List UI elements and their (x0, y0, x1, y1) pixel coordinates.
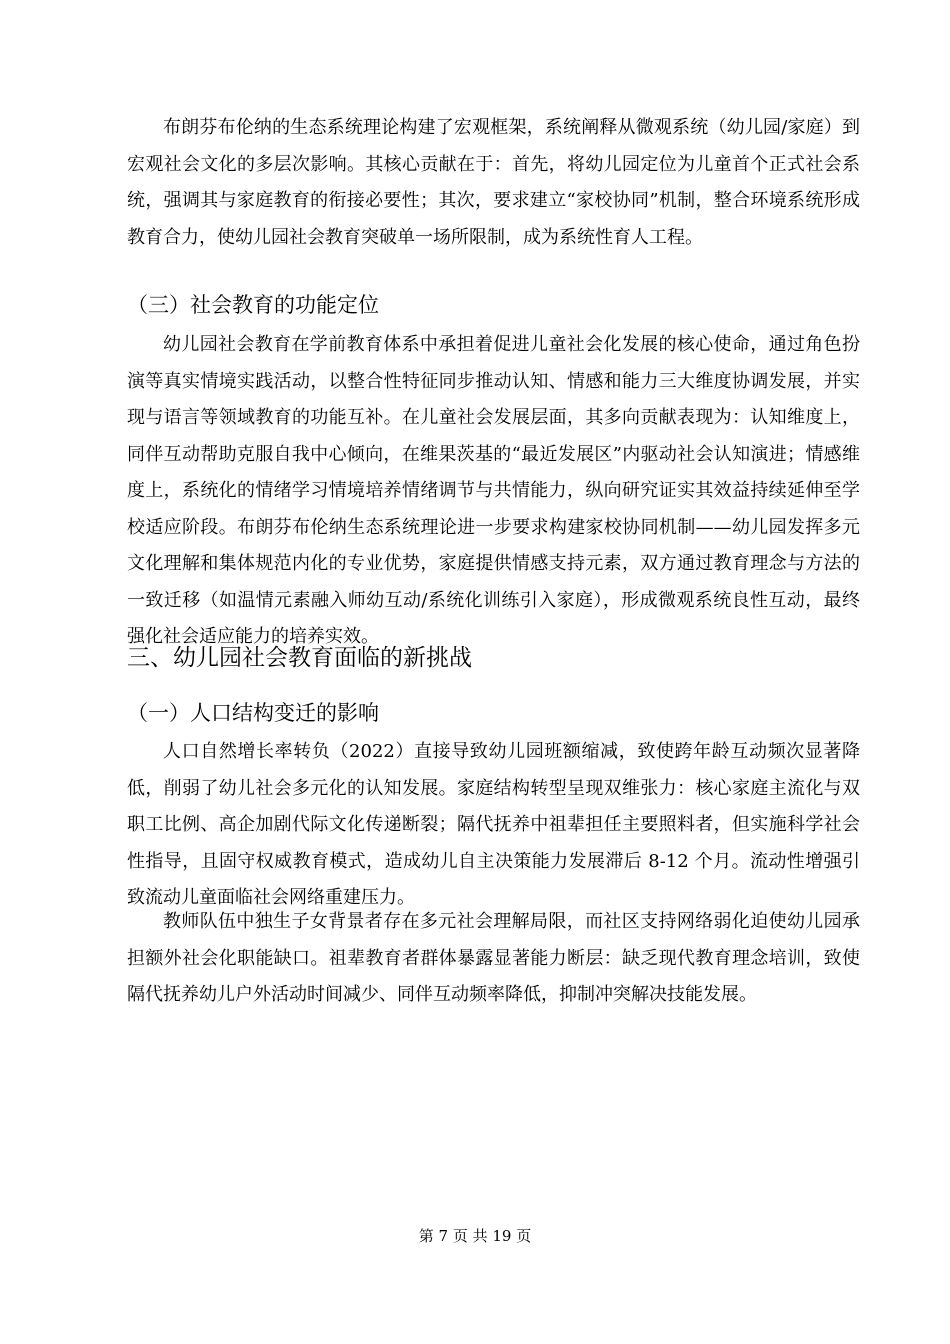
section-heading-new-challenges: 三、幼儿园社会教育面临的新挑战 (127, 645, 472, 671)
page-number-footer: 第 7 页 共 19 页 (418, 1227, 532, 1245)
subsection-heading-function: （三）社会教育的功能定位 (127, 293, 379, 317)
body-paragraph-ecosystem-theory: 布朗芬布伦纳的生态系统理论构建了宏观框架，系统阐释从微观系统（幼儿园/家庭）到宏观社会文化的多层次影响。其核心贡献在于：首先，将幼儿园定位为儿童首个正式社会系统，强调其与家庭教育的衔接必要性；其次，要求建立“家校协同”机制，整合环境系统形成教育合力，使幼儿园社会教育突破单一场所限制，成为系统性育人工程。 (127, 117, 860, 248)
subsection-heading-population: （一）人口结构变迁的影响 (127, 701, 379, 725)
body-paragraph-population-change: 人口自然增长率转负（2022）直接导致幼儿园班额缩减，致使跨年龄互动频次显著降低，削弱了幼儿社会多元化的认知发展。家庭结构转型呈现双维张力：核心家庭主流化与双职工比例、高企加剧代际文化传递断裂；隔代抚养中祖辈担任主要照料者，但实施科学社会性指导，且固守权威教育模式，造成幼儿自主决策能力发展滞后 8-12 个月。流动性增强引致流动儿童面临社会网络重建压力。 (127, 741, 860, 908)
body-paragraph-teacher-team: 教师队伍中独生子女背景者存在多元社会理解局限，而社区支持网络弱化迫使幼儿园承担额外社会化职能缺口。祖辈教育者群体暴露显著能力断层：缺乏现代教育理念培训，致使隔代抚养幼儿户外活动时间减少、同伴互动频率降低，抑制冲突解决技能发展。 (127, 911, 860, 1005)
body-paragraph-function-positioning: 幼儿园社会教育在学前教育体系中承担着促进儿童社会化发展的核心使命，通过角色扮演等真实情境实践活动，以整合性特征同步推动认知、情感和能力三大维度协调发展，并实现与语言等领域教育的功能互补。在儿童社会发展层面，其多向贡献表现为：认知维度上，同伴互动帮助克服自我中心倾向，在维果茨基的“最近发展区”内驱动社会认知演进；情感维度上，系统化的情绪学习情境培养情绪调节与共情能力，纵向研究证实其效益持续延伸至学校适应阶段。布朗芬布伦纳生态系统理论进一步要求构建家校协同机制——幼儿园发挥多元文化理解和集体规范内化的专业优势，家庭提供情感支持元素，双方通过教育理念与方法的一致迁移（如温情元素融入师幼互动/系统化训练引入家庭），形成微观系统良性互动，最终强化社会适应能力的培养实效。 (127, 334, 860, 647)
